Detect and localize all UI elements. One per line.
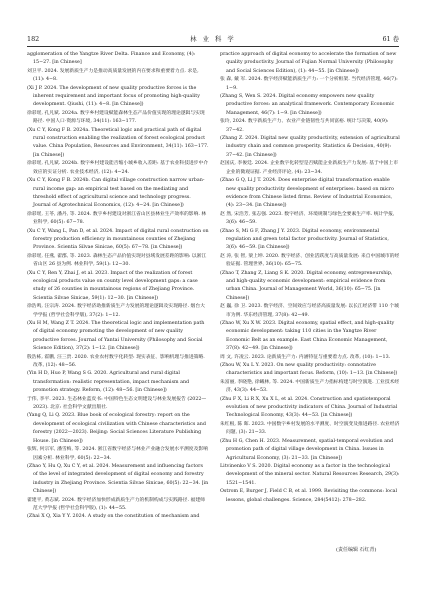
reference-entry: (Yin H D, Huo P, Wang S G. 2020. Agricultural and rural digital transformation: realistic representation, impact mechanism and promotion strategy. Reform, (12): 48−56. [in Chinese]) [27,371,190,394]
reference-entry: 周 文, 许凌云. 2023. 论新质生产力: 内涵特征与重要着力点. 改革, (10): 1−13. [220,354,391,360]
reference-entry: (Zhou W, Xu L Y. 2023. On new quality productivity: connotative characteristics and important focus. Reform, (10): 1−13. [in Chinese]) [220,363,398,377]
reference-entry: 朱红根, 陈 晖. 2023. 中国数字乡村发展的水平测度、时空演变及推进路径. 农业经济问题, (3): 21−33. [220,421,400,436]
reference-entry: agglomeration of the Yangtze River Delta. Finance and Economy, (4): 15−27. [in Chinese] [27,52,196,66]
reference-entry: 赵 然, 宋浩芳, 张志强. 2023. 数字经济、环境规制与绿色全要素生产率. 统计学报, 3(6): 46−59. [220,211,395,226]
page-header [27,33,399,45]
reference-entry: 翟建平, 黄志斌. 2024. 数字经济加快形成新质生产力的机制构成与实践路径. 福建师范大学学报 (哲学社会科学版), (1): 44−55. [27,497,205,511]
reference-entry: 徐彩瑶, 王苓, 潘丹, 等. 2024. 数字乡村建设对浙江省山区县林业生产效率的影响. 林业科学, 60(5): 67−78. [27,211,207,226]
references-left-column [27,51,209,522]
reference-entry: 张辉, 何宗军, 潘雪梅, 等. 2024. 浙江省数字经济与林业产业融合发展水平测度及影响因素分析. 林业科学, 60(5): 22−34. [27,447,208,461]
header-rule [27,46,399,47]
reference-entry: 徐彩瑶, 孔凡斌. 2024b. 数字乡村建设能否缩小城乡收入差距: 基于农业科技进步中介效应的实证分析. 农业技术经济, (12): 4−24. [27,161,209,175]
page-number: 182 [27,35,40,43]
volume-label: 61 卷 [382,35,399,43]
reference-entry: (Xu C Y, Kong F B. 2024b. Can digital village construction narrow urban-rural income gap: an empirical test based on the mediating and threshold effect of agricultural science and technology progress. Journal of Agrotechnical Economics, (12): 4−24. [in Chinese]) [27,178,205,209]
reference-entry: practice approach of digital economy to accelerate the formation of new quality productivity. Journal of Fujian Normal University (Philosophy and Social Sciences Edition), (1): 44−55. [in Chinese]) [220,52,397,74]
reference-entry: 张玲, 2024. 数字新质生产力、农业产业链韧性与共同富裕. 统计与决策, 40(9): 37−42. [220,119,389,133]
reference-entry: Litvinenko V S. 2020. Digital economy as a factor in the technological development of the mineral sector. Natural Resources Research, 29(3): 1521−1541. [220,463,400,486]
reference-entry: (Zhu F X, Li R X, Xu X L, et al. 2024. Construction and spatiotemporal evolution of new productivity indicators of China. Journal of Industrial Technological Economy, 43(3): 44−53. [in Chinese]) [220,396,398,419]
reference-entry: (Xu H M, Wang Z T. 2024. The theoretical logic and implementation path of digital economy promoting the development of new quality productive forces. Journal of Yantai University (Philosophy and Social Science Edition), 37(2): 1−12. [in Chinese]) [27,321,205,352]
reference-entry: 徐浩鸣, 汪宗涛. 2024. 数字经济助推新质生产力发展的理论逻辑及实现路径. 烟台大学学报 (哲学社会科学版), 37(2): 1−12. [27,304,205,318]
reference-entry: 赵国庆, 李俊廷. 2024. 企业数字化转型是否赋能企业新质生产力发展: 基于中国上市企业的微观证据. 产业经济评论, (4): 23−34. [220,161,399,175]
journal-title: 林 业 科 学 [190,35,236,43]
reference-entry: (Zhao S, Mi G F, Zhang J Y. 2023. Digital economy, environmental regulation and green total factor productivity. Journal of Statistics, 3(6): 46−59. [in Chinese]) [220,228,389,251]
reference-entry: (Yang Q, Li Q. 2023. Blue book of ecological forestry: report on the development of ecological civilization with Chinese characteristics and forestry (2022—2023). Beijing: Social Sciences Literature Publishing House. [in Chinese]) [27,413,206,444]
reference-entry: (Xu C Y, Wang L, Pan D, et al. 2024. Impact of digital rural construction on forestry production efficiency in mountainous counties of Zhejiang Province. Scientia Silvae Sinicae, 60(5): 67−78. [in Chinese]) [27,228,209,251]
reference-entry: 赵 巍, 徐 卫. 2023. 数字经济、空间效应与经济高质量发展: 以长江经济带 110 个城市为例. 华东经济管理, 37(8): 42−49. [220,304,399,318]
reference-entry: (Zhai X Q, Xia Y Y. 2024. A study on the constitution of mechanism and [27,514,200,520]
reference-entry: (Xu C Y, Ren Y, Zhai J, et al. 2023. Impact of the realization of forest ecological products value on county level development gaps: a case study of 26 counties in mountainous regions of Zhejiang Province. Scientia Silvae Sinicae, 59(1): 12−30. [in Chinese]) [27,270,198,301]
reference-entry: (Zhang Z. 2024. Digital new quality productivity, extension of agricultural industry chain and common prosperity. Statistics & Decision, 40(9): 37−42. [in Chinese]) [220,136,400,158]
reference-entry: 刘卫平. 2024. 发展新质生产力是推动高质量发展的内在要求和重要着力点. 求是, (11): 4−8. [27,68,199,83]
reference-entry: (Zhu H G, Chen H. 2023. Measurement, spatial-temporal evolution and promotion path of digital village development in China. Issues in Agricultural Economy, (3): 21−33. [in Chinese]) [220,438,394,461]
reference-entry: (Xu C Y, Kong F B. 2024a. Theoretical logic and practical path of digital rural construction enabling the realization of forest ecological product value. China Population, Resources and Environment, 34(11): 163−177. [in Chinese]) [27,127,209,158]
reference-entry: 于伟, 李平. 2023. 生态林业蓝皮书: 中国特色生态文明建设与林业发展报告 (2022—2023). 北京: 社会科学文献出版社. [27,396,207,411]
references-right-column [220,51,401,505]
reference-entry: 赵 涛, 张 智, 梁上坤. 2020. 数字经济、创业活跃度与高质量发展: 来自中国城市的经验证据. 管理世界, 36(10): 65−75. [220,253,400,268]
reference-entry: 朱富丽, 李晓艳, 徐曦林, 等. 2024. 中国新质生产力指标构建与时空演进. 工业技术经济, 43(3): 44−53. [220,379,400,394]
reference-entry: (Xi J P. 2024. The development of new quality productive forces is the inherent requirement and important focus of promoting high-quality development. Qiushi, (11): 4−8. [in Chinese]) [27,85,200,108]
editor-note: (责任编辑 石红青) [336,547,377,553]
reference-entry: (Zhao W, Xu X W. 2023. Digital economy, spatial effect, and high-quality economic development: taking 110 cities in the Yangtze River Economic Belt as an example. East China Economic Management, 37(8): 42−49. [in Chinese]) [220,321,395,352]
reference-entry: (Zhao T, Zhang Z, Liang S K. 2020. Digital economy, entrepreneurship, and high-quality economic development: empirical evidence from urban China. Journal of Management World, 36(10): 65−75. [in Chinese]) [220,270,393,301]
reference-entry: 徐彩瑶, 孔凡斌. 2024a. 数字乡村建设赋能森林生态产品价值实现的理论逻辑与实现路径. 中国人口·资源与环境, 34(11): 163−177. [27,110,205,125]
reference-entry: (Zhang S, Wen S. 2024. Digital economy empowers new quality productive forces: an analytical framework. Contemporary Economic Management, 46(7): 1−9. [in Chinese]) [220,94,395,116]
reference-entry: Ostrom E, Burger J, Field C B, et al. 1999. Revisiting the commons: local lessons, global challenges. Science, 284(5412): 278−282. [220,489,398,503]
reference-entry: (Zhao G Q, Li J T. 2024. Does enterprise digital transformation enable new quality productivity development of enterprises: based on micro evidence from Chinese listed firms. Review of Industrial Economics, (4): 23−34. [in Chinese]) [220,178,394,209]
reference-entry: 张 森, 戴 军. 2024. 数字经济赋能新质生产力: 一个分析框架. 当代经济管理, 46(7): 1−9. [220,77,398,91]
reference-entry: 殷浩栋, 霍鹏, 汪三贵. 2020. 农业农村数字化转型: 现实表征、影响机理与推进策略. 改革, (12): 48−56. [27,354,205,369]
reference-entry: 徐彩瑶, 任燕, 翟郡, 等. 2023. 森林生态产品价值实现对县域发展差距的影响: 以浙江省山区 26 县为例. 林业科学, 59(1): 12−30. [27,253,207,268]
reference-entry: (Zhao Y, Hu Q, Xu C Y, et al. 2024. Measurement and influencing factors of the level of integrated development of digital economy and forestry industry in Zhejiang Province. Scientia Silvae Sinicae, 60(5): 22−34. [in Chinese]) [27,463,209,495]
